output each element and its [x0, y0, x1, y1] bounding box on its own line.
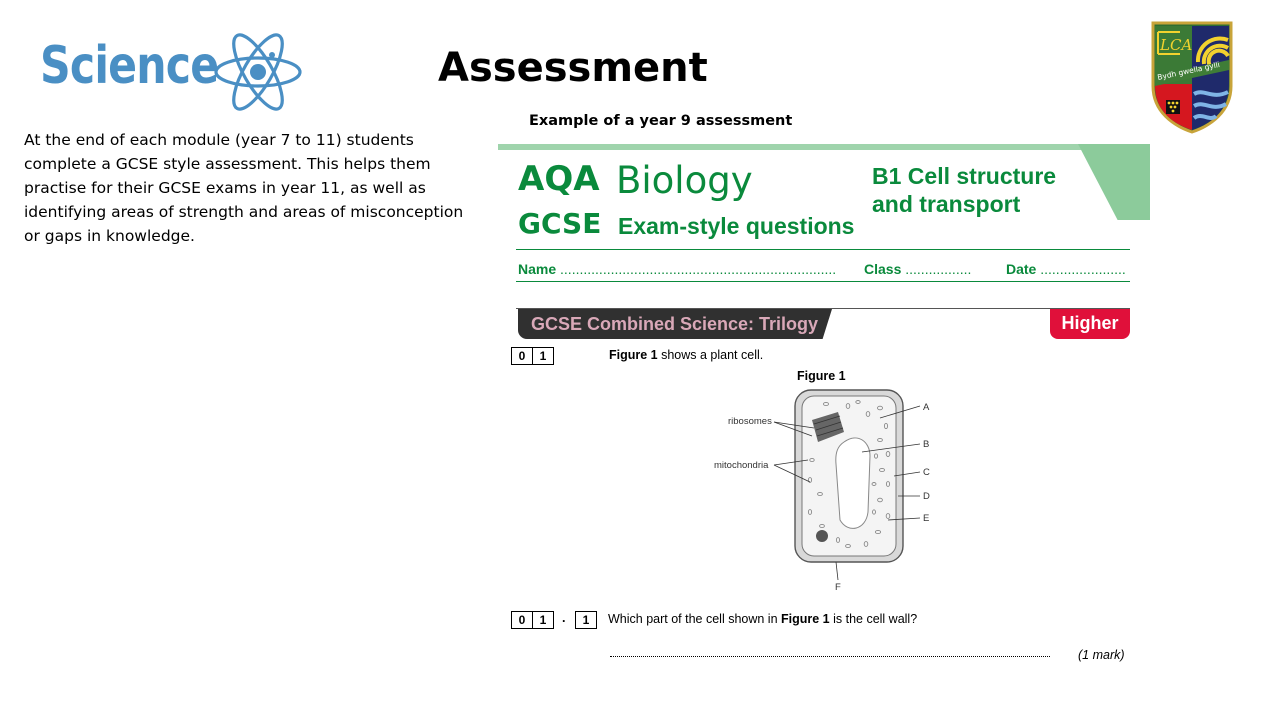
- date-field: Date ......................: [1006, 261, 1126, 277]
- qnum-digit: 0: [511, 347, 533, 365]
- question-1-text: [609, 348, 763, 362]
- label-mitochondria: mitochondria: [714, 460, 769, 471]
- label-f: F: [835, 582, 841, 593]
- class-label: Class: [864, 261, 902, 277]
- header-rule-top: [516, 249, 1130, 250]
- topic-line-2: and transport: [872, 191, 1021, 217]
- crest-motto: Bydh gwella gylli: [1156, 59, 1221, 82]
- q11-text-after: is the cell wall?: [829, 612, 918, 626]
- plant-cell-diagram: [698, 384, 958, 594]
- school-crest-icon: [1150, 20, 1234, 134]
- label-e: E: [923, 513, 930, 524]
- intro-paragraph: At the end of each module (year 7 to 11) students complete a GCSE style assessment. This helps them practise for their GCSE exams in year 11, as well as identifying areas of strength and areas of misconception or gaps in knowledge.: [24, 131, 464, 245]
- subquestion-number-box: [575, 611, 596, 629]
- question-1-rest: shows a plant cell.: [657, 348, 764, 362]
- example-caption: Example of a year 9 assessment: [529, 113, 793, 129]
- sheet-brand: AQA: [518, 159, 600, 199]
- question-number-box: [511, 347, 553, 365]
- nucleus: [816, 530, 828, 542]
- answer-line: [610, 650, 1050, 657]
- crest-initials: LCA: [1160, 36, 1193, 54]
- sheet-topic: [872, 162, 1092, 218]
- label-a: A: [923, 402, 930, 413]
- page-title: Assessment: [438, 45, 708, 91]
- banner-rule: [516, 308, 1130, 309]
- question-separator: .: [562, 611, 566, 625]
- header-band: [498, 144, 1150, 150]
- question-number-box: [511, 611, 553, 629]
- date-label: Date: [1006, 261, 1037, 277]
- subq-digit: 1: [575, 611, 597, 629]
- figure-title: Figure 1: [797, 369, 846, 383]
- mark-allocation: [1078, 648, 1125, 662]
- qnum-digit: 1: [532, 347, 554, 365]
- science-logo-text: Science: [40, 36, 219, 96]
- name-label: Name: [518, 261, 557, 277]
- qnum-digit: 0: [511, 611, 533, 629]
- sheet-series: Exam-style questions: [618, 213, 855, 239]
- qnum-digit: 1: [532, 611, 554, 629]
- header-rule-bottom: [516, 281, 1130, 282]
- atom-icon: [210, 24, 306, 120]
- course-label: GCSE Combined Science: Trilogy: [531, 314, 819, 334]
- q11-text-before: Which part of the cell shown in: [608, 612, 781, 626]
- assessment-sheet: [498, 144, 1150, 704]
- name-field: Name .......................................................................: [518, 261, 837, 277]
- figure-ref: Figure 1: [609, 348, 658, 362]
- class-field: Class .................: [864, 261, 972, 277]
- label-c: C: [923, 467, 930, 478]
- tier-badge: Higher: [1050, 309, 1130, 339]
- label-d: D: [923, 491, 930, 502]
- label-ribosomes: ribosomes: [728, 416, 772, 427]
- question-1-1-text: [608, 612, 917, 626]
- sheet-level: GCSE: [518, 207, 602, 240]
- sheet-subject: Biology: [616, 159, 753, 202]
- figure-ref: Figure 1: [781, 612, 830, 626]
- mark-text: (1 mark): [1078, 648, 1125, 662]
- topic-line-1: B1 Cell structure: [872, 163, 1057, 189]
- label-b: B: [923, 439, 930, 450]
